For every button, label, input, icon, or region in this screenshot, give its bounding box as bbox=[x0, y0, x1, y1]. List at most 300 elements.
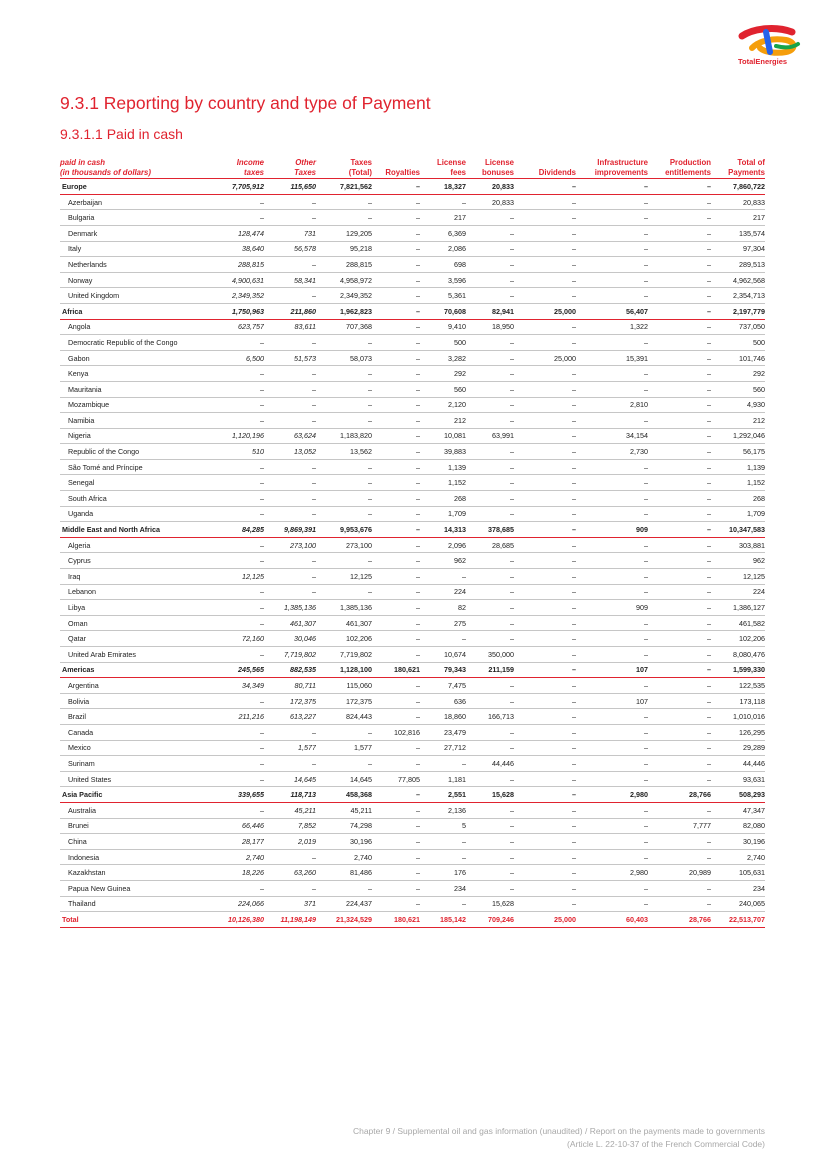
cell-value: 1,962,823 bbox=[316, 303, 372, 319]
cell-value: – bbox=[514, 210, 576, 226]
cell-value: – bbox=[648, 631, 711, 647]
cell-value: – bbox=[514, 179, 576, 195]
cell-value: 60,403 bbox=[576, 912, 648, 928]
cell-value: 909 bbox=[576, 522, 648, 538]
cell-value: – bbox=[372, 381, 420, 397]
cell-value: – bbox=[466, 849, 514, 865]
cell-value: 2,019 bbox=[264, 834, 316, 850]
row-label: Australia bbox=[60, 802, 212, 818]
cell-value: 23,479 bbox=[420, 724, 466, 740]
cell-value: – bbox=[576, 537, 648, 553]
cell-value: – bbox=[466, 506, 514, 522]
header-dividends: Dividends bbox=[514, 158, 576, 179]
cell-value: – bbox=[648, 522, 711, 538]
cell-value: – bbox=[316, 381, 372, 397]
cell-value: – bbox=[648, 569, 711, 585]
cell-value: 2,349,352 bbox=[316, 288, 372, 304]
cell-value: – bbox=[212, 615, 264, 631]
cell-value: 39,883 bbox=[420, 444, 466, 460]
cell-value: 1,139 bbox=[711, 459, 765, 475]
cell-value: 623,757 bbox=[212, 319, 264, 335]
row-label: Thailand bbox=[60, 896, 212, 912]
cell-value: – bbox=[212, 506, 264, 522]
section-title: 9.3.1 Reporting by country and type of Payment bbox=[60, 93, 431, 113]
cell-value: 1,139 bbox=[420, 459, 466, 475]
cell-value: 1,709 bbox=[711, 506, 765, 522]
cell-value: 4,962,568 bbox=[711, 272, 765, 288]
table-row bbox=[60, 366, 765, 382]
cell-value: 97,304 bbox=[711, 241, 765, 257]
cell-value: 166,713 bbox=[466, 709, 514, 725]
cell-value: 21,324,529 bbox=[316, 912, 372, 928]
cell-value: 115,650 bbox=[264, 179, 316, 195]
cell-value: 2,354,713 bbox=[711, 288, 765, 304]
cell-value: – bbox=[576, 569, 648, 585]
cell-value: – bbox=[212, 194, 264, 210]
cell-value: 82 bbox=[420, 600, 466, 616]
cell-value: 289,513 bbox=[711, 257, 765, 273]
row-label: China bbox=[60, 834, 212, 850]
row-label: Canada bbox=[60, 724, 212, 740]
cell-value: 461,307 bbox=[264, 615, 316, 631]
cell-value: – bbox=[514, 631, 576, 647]
table-row bbox=[60, 756, 765, 772]
cell-value: – bbox=[420, 194, 466, 210]
cell-value: 105,631 bbox=[711, 865, 765, 881]
cell-value: 636 bbox=[420, 693, 466, 709]
cell-value: 12,125 bbox=[212, 569, 264, 585]
header-infrastructure: Infrastructure improvements bbox=[576, 158, 648, 179]
cell-value: 1,152 bbox=[711, 475, 765, 491]
cell-value: 224,437 bbox=[316, 896, 372, 912]
cell-value: 13,562 bbox=[316, 444, 372, 460]
row-label: Middle East and North Africa bbox=[60, 522, 212, 538]
cell-value: – bbox=[514, 522, 576, 538]
cell-value: – bbox=[372, 288, 420, 304]
cell-value: – bbox=[648, 849, 711, 865]
row-label: Bulgaria bbox=[60, 210, 212, 226]
row-label: Nigeria bbox=[60, 428, 212, 444]
cell-value: – bbox=[264, 584, 316, 600]
cell-value: 560 bbox=[711, 381, 765, 397]
cell-value: – bbox=[466, 771, 514, 787]
cell-value: 2,810 bbox=[576, 397, 648, 413]
row-label: Brunei bbox=[60, 818, 212, 834]
cell-value: – bbox=[576, 179, 648, 195]
table-row bbox=[60, 491, 765, 507]
row-label: Azerbaijan bbox=[60, 194, 212, 210]
cell-value: 72,160 bbox=[212, 631, 264, 647]
table-row bbox=[60, 569, 765, 585]
cell-value: – bbox=[466, 366, 514, 382]
cell-value: 28,177 bbox=[212, 834, 264, 850]
cell-value: 9,953,676 bbox=[316, 522, 372, 538]
cell-value: 9,869,391 bbox=[264, 522, 316, 538]
cell-value: – bbox=[514, 709, 576, 725]
cell-value: – bbox=[576, 491, 648, 507]
cell-value: – bbox=[264, 397, 316, 413]
cell-value: – bbox=[576, 475, 648, 491]
cell-value: – bbox=[648, 880, 711, 896]
header-total: Total of Payments bbox=[711, 158, 765, 179]
table-row bbox=[60, 631, 765, 647]
cell-value: 126,295 bbox=[711, 724, 765, 740]
cell-value: 211,159 bbox=[466, 662, 514, 678]
cell-value: – bbox=[514, 771, 576, 787]
cell-value: 2,136 bbox=[420, 802, 466, 818]
cell-value: 7,475 bbox=[420, 678, 466, 694]
cell-value: – bbox=[212, 740, 264, 756]
cell-value: – bbox=[372, 303, 420, 319]
cell-value: 458,368 bbox=[316, 787, 372, 803]
cell-value: – bbox=[576, 241, 648, 257]
cell-value: – bbox=[576, 818, 648, 834]
cell-value: – bbox=[212, 491, 264, 507]
cell-value: 45,211 bbox=[264, 802, 316, 818]
cell-value: – bbox=[514, 288, 576, 304]
cell-value: 909 bbox=[576, 600, 648, 616]
cell-value: – bbox=[648, 724, 711, 740]
cell-value: – bbox=[576, 678, 648, 694]
row-label: Kenya bbox=[60, 366, 212, 382]
cell-value: 275 bbox=[420, 615, 466, 631]
table-row bbox=[60, 459, 765, 475]
cell-value: 45,211 bbox=[316, 802, 372, 818]
cell-value: – bbox=[648, 241, 711, 257]
cell-value: 15,628 bbox=[466, 787, 514, 803]
cell-value: 8,080,476 bbox=[711, 647, 765, 663]
header-income-taxes: Income taxes bbox=[212, 158, 264, 179]
table-row bbox=[60, 709, 765, 725]
table-row bbox=[60, 335, 765, 351]
cell-value: 234 bbox=[420, 880, 466, 896]
cell-value: 180,621 bbox=[372, 912, 420, 928]
cell-value: 3,596 bbox=[420, 272, 466, 288]
cell-value: – bbox=[514, 537, 576, 553]
cell-value: 63,624 bbox=[264, 428, 316, 444]
cell-value: – bbox=[466, 615, 514, 631]
cell-value: – bbox=[420, 834, 466, 850]
cell-value: 102,816 bbox=[372, 724, 420, 740]
row-label: United States bbox=[60, 771, 212, 787]
table-row bbox=[60, 413, 765, 429]
cell-value: 9,410 bbox=[420, 319, 466, 335]
row-label: Mexico bbox=[60, 740, 212, 756]
cell-value: – bbox=[514, 880, 576, 896]
table-row bbox=[60, 210, 765, 226]
cell-value: 107 bbox=[576, 662, 648, 678]
cell-value: – bbox=[372, 179, 420, 195]
cell-value: 7,777 bbox=[648, 818, 711, 834]
cell-value: 7,705,912 bbox=[212, 179, 264, 195]
header-license-fees: License fees bbox=[420, 158, 466, 179]
cell-value: – bbox=[466, 553, 514, 569]
cell-value: 58,073 bbox=[316, 350, 372, 366]
cell-value: – bbox=[576, 257, 648, 273]
cell-value: – bbox=[372, 257, 420, 273]
cell-value: – bbox=[576, 459, 648, 475]
cell-value: – bbox=[372, 802, 420, 818]
cell-value: 18,226 bbox=[212, 865, 264, 881]
cell-value: 118,713 bbox=[264, 787, 316, 803]
cell-value: 378,685 bbox=[466, 522, 514, 538]
row-label: Brazil bbox=[60, 709, 212, 725]
cell-value: – bbox=[316, 366, 372, 382]
cell-value: 303,881 bbox=[711, 537, 765, 553]
cell-value: 63,991 bbox=[466, 428, 514, 444]
cell-value: – bbox=[466, 225, 514, 241]
table-row bbox=[60, 553, 765, 569]
cell-value: 211,860 bbox=[264, 303, 316, 319]
cell-value: – bbox=[264, 724, 316, 740]
cell-value: – bbox=[316, 210, 372, 226]
cell-value: – bbox=[316, 724, 372, 740]
cell-value: – bbox=[576, 771, 648, 787]
cell-value: – bbox=[648, 600, 711, 616]
cell-value: – bbox=[372, 787, 420, 803]
region-row bbox=[60, 522, 765, 538]
cell-value: 6,369 bbox=[420, 225, 466, 241]
row-label: Lebanon bbox=[60, 584, 212, 600]
cell-value: – bbox=[466, 865, 514, 881]
cell-value: – bbox=[648, 647, 711, 663]
cell-value: 56,578 bbox=[264, 241, 316, 257]
cell-value: – bbox=[514, 584, 576, 600]
table-row bbox=[60, 350, 765, 366]
cell-value: – bbox=[648, 381, 711, 397]
cell-value: – bbox=[514, 787, 576, 803]
cell-value: 63,260 bbox=[264, 865, 316, 881]
cell-value: 5 bbox=[420, 818, 466, 834]
table-row bbox=[60, 194, 765, 210]
cell-value: – bbox=[372, 522, 420, 538]
cell-value: – bbox=[466, 584, 514, 600]
cell-value: 7,821,562 bbox=[316, 179, 372, 195]
cell-value: 350,000 bbox=[466, 647, 514, 663]
cell-value: – bbox=[264, 459, 316, 475]
cell-value: – bbox=[264, 849, 316, 865]
cell-value: 288,815 bbox=[316, 257, 372, 273]
cell-value: – bbox=[466, 740, 514, 756]
cell-value: – bbox=[212, 335, 264, 351]
cell-value: 245,565 bbox=[212, 662, 264, 678]
cell-value: 25,000 bbox=[514, 303, 576, 319]
cell-value: – bbox=[576, 272, 648, 288]
cell-value: – bbox=[576, 335, 648, 351]
cell-value: 292 bbox=[711, 366, 765, 382]
cell-value: 84,285 bbox=[212, 522, 264, 538]
cell-value: – bbox=[466, 802, 514, 818]
row-label: Mauritania bbox=[60, 381, 212, 397]
cell-value: 2,086 bbox=[420, 241, 466, 257]
cell-value: – bbox=[648, 771, 711, 787]
cell-value: 129,205 bbox=[316, 225, 372, 241]
cell-value: – bbox=[514, 818, 576, 834]
cell-value: 962 bbox=[420, 553, 466, 569]
row-label: Argentina bbox=[60, 678, 212, 694]
cell-value: 1,385,136 bbox=[264, 600, 316, 616]
cell-value: – bbox=[514, 553, 576, 569]
subsection-title: 9.3.1.1 Paid in cash bbox=[60, 126, 183, 142]
payments-table bbox=[60, 158, 765, 928]
table-row bbox=[60, 724, 765, 740]
cell-value: 1,152 bbox=[420, 475, 466, 491]
cell-value: – bbox=[648, 350, 711, 366]
cell-value: 560 bbox=[420, 381, 466, 397]
table-row bbox=[60, 584, 765, 600]
cell-value: – bbox=[212, 880, 264, 896]
cell-value: 185,142 bbox=[420, 912, 466, 928]
cell-value: – bbox=[514, 802, 576, 818]
cell-value: – bbox=[466, 288, 514, 304]
cell-value: – bbox=[514, 381, 576, 397]
cell-value: – bbox=[466, 257, 514, 273]
cell-value: – bbox=[648, 459, 711, 475]
cell-value: – bbox=[466, 459, 514, 475]
cell-value: – bbox=[514, 896, 576, 912]
cell-value: – bbox=[514, 491, 576, 507]
cell-value: 28,685 bbox=[466, 537, 514, 553]
cell-value: 30,196 bbox=[711, 834, 765, 850]
cell-value: 93,631 bbox=[711, 771, 765, 787]
cell-value: – bbox=[648, 303, 711, 319]
cell-value: 10,347,583 bbox=[711, 522, 765, 538]
cell-value: 698 bbox=[420, 257, 466, 273]
cell-value: – bbox=[420, 756, 466, 772]
table-row bbox=[60, 771, 765, 787]
cell-value: 172,375 bbox=[264, 693, 316, 709]
cell-value: – bbox=[466, 413, 514, 429]
cell-value: 22,513,707 bbox=[711, 912, 765, 928]
cell-value: – bbox=[420, 569, 466, 585]
cell-value: – bbox=[576, 756, 648, 772]
cell-value: 13,052 bbox=[264, 444, 316, 460]
cell-value: 1,183,820 bbox=[316, 428, 372, 444]
cell-value: – bbox=[264, 506, 316, 522]
cell-value: 4,930 bbox=[711, 397, 765, 413]
cell-value: 102,206 bbox=[711, 631, 765, 647]
cell-value: – bbox=[648, 179, 711, 195]
cell-value: – bbox=[316, 194, 372, 210]
cell-value: – bbox=[212, 553, 264, 569]
cell-value: 74,298 bbox=[316, 818, 372, 834]
cell-value: 80,711 bbox=[264, 678, 316, 694]
cell-value: – bbox=[514, 834, 576, 850]
cell-value: – bbox=[372, 537, 420, 553]
cell-value: – bbox=[648, 272, 711, 288]
cell-value: – bbox=[264, 491, 316, 507]
cell-value: 7,719,802 bbox=[264, 647, 316, 663]
cell-value: – bbox=[372, 740, 420, 756]
cell-value: – bbox=[212, 537, 264, 553]
cell-value: 28,766 bbox=[648, 912, 711, 928]
footer-line-2: (Article L. 22-10-37 of the French Commercial Code) bbox=[567, 1139, 765, 1149]
cell-value: – bbox=[372, 600, 420, 616]
cell-value: 20,833 bbox=[466, 194, 514, 210]
row-label: Indonesia bbox=[60, 849, 212, 865]
cell-value: – bbox=[648, 475, 711, 491]
cell-value: – bbox=[264, 569, 316, 585]
cell-value: – bbox=[372, 444, 420, 460]
cell-value: 2,120 bbox=[420, 397, 466, 413]
row-label: Total bbox=[60, 912, 212, 928]
cell-value: 613,227 bbox=[264, 709, 316, 725]
cell-value: 824,443 bbox=[316, 709, 372, 725]
cell-value: – bbox=[514, 459, 576, 475]
cell-value: – bbox=[372, 194, 420, 210]
cell-value: 7,860,722 bbox=[711, 179, 765, 195]
cell-value: 292 bbox=[420, 366, 466, 382]
cell-value: 58,341 bbox=[264, 272, 316, 288]
table-row bbox=[60, 834, 765, 850]
cell-value: – bbox=[576, 647, 648, 663]
row-label: Qatar bbox=[60, 631, 212, 647]
cell-value: – bbox=[466, 880, 514, 896]
cell-value: 273,100 bbox=[264, 537, 316, 553]
cell-value: – bbox=[576, 740, 648, 756]
cell-value: 44,446 bbox=[466, 756, 514, 772]
cell-value: 1,128,100 bbox=[316, 662, 372, 678]
cell-value: – bbox=[514, 506, 576, 522]
region-row bbox=[60, 179, 765, 195]
region-row bbox=[60, 303, 765, 319]
row-label: United Arab Emirates bbox=[60, 647, 212, 663]
cell-value: – bbox=[372, 413, 420, 429]
cell-value: – bbox=[212, 210, 264, 226]
cell-value: – bbox=[648, 553, 711, 569]
cell-value: – bbox=[514, 194, 576, 210]
cell-value: – bbox=[576, 834, 648, 850]
cell-value: 56,175 bbox=[711, 444, 765, 460]
row-label: Iraq bbox=[60, 569, 212, 585]
cell-value: – bbox=[372, 880, 420, 896]
cell-value: – bbox=[372, 241, 420, 257]
cell-value: – bbox=[576, 631, 648, 647]
table-row bbox=[60, 740, 765, 756]
row-label: Norway bbox=[60, 272, 212, 288]
table-body bbox=[60, 179, 765, 928]
cell-value: – bbox=[466, 569, 514, 585]
cell-value: 500 bbox=[711, 335, 765, 351]
row-label: Italy bbox=[60, 241, 212, 257]
cell-value: 212 bbox=[711, 413, 765, 429]
cell-value: – bbox=[648, 288, 711, 304]
cell-value: – bbox=[576, 802, 648, 818]
cell-value: – bbox=[576, 210, 648, 226]
cell-value: – bbox=[514, 600, 576, 616]
cell-value: – bbox=[264, 381, 316, 397]
cell-value: 38,640 bbox=[212, 241, 264, 257]
cell-value: 128,474 bbox=[212, 225, 264, 241]
cell-value: – bbox=[514, 740, 576, 756]
cell-value: – bbox=[514, 366, 576, 382]
cell-value: – bbox=[212, 771, 264, 787]
cell-value: – bbox=[648, 834, 711, 850]
cell-value: 882,535 bbox=[264, 662, 316, 678]
cell-value: 14,645 bbox=[264, 771, 316, 787]
table-row bbox=[60, 272, 765, 288]
cell-value: – bbox=[372, 756, 420, 772]
cell-value: – bbox=[212, 459, 264, 475]
row-label: Republic of the Congo bbox=[60, 444, 212, 460]
page-footer bbox=[353, 1125, 765, 1151]
cell-value: – bbox=[316, 335, 372, 351]
cell-value: 107 bbox=[576, 693, 648, 709]
row-label: Africa bbox=[60, 303, 212, 319]
row-label: Bolivia bbox=[60, 693, 212, 709]
cell-value: – bbox=[466, 631, 514, 647]
cell-value: – bbox=[576, 366, 648, 382]
